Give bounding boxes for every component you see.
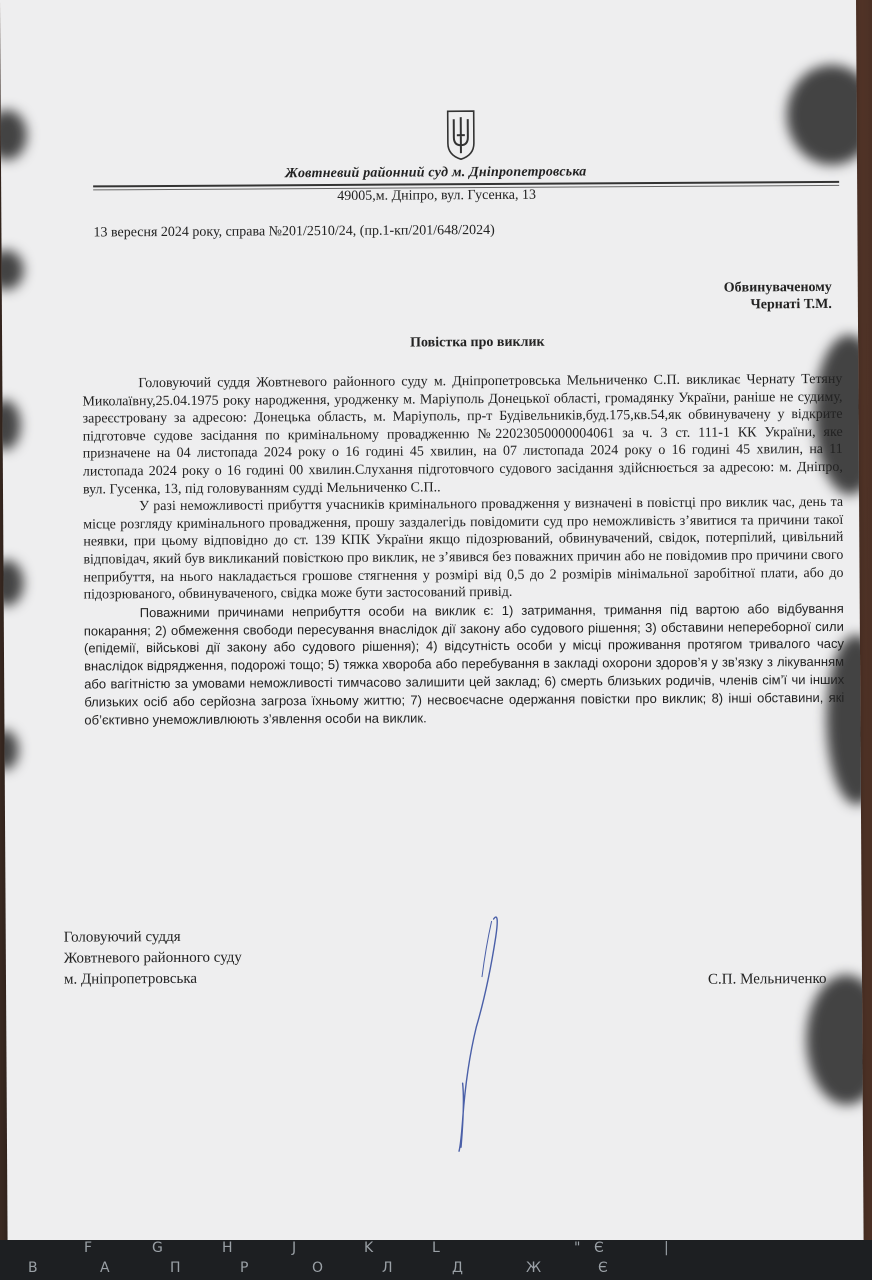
keyboard-key: В [28,1260,38,1276]
toner-smudge [0,400,21,450]
keyboard-key: Д [452,1260,463,1276]
keyboard-key: L [432,1240,440,1256]
court-address: 49005,м. Дніпро, вул. Гусенка, 13 [337,187,536,204]
keyboard-key: J [292,1240,297,1256]
toner-smudge [0,110,27,160]
toner-smudge [0,560,24,606]
toner-smudge [0,730,19,770]
signer-court: Жовтневого районного суду [63,949,242,967]
toner-smudge [786,65,863,166]
document-title: Повістка про виклик [410,334,545,351]
valid-reasons-paragraph: Поважними причинами неприбуття особи на виклик є: 1) затримання, тримання під вартою або відбування покарання; 2) обмеження свободи пересування внаслідок дії закону або судового рішення; 3) обставини непереборної сили (епідемії, військові дії закону або судового рішення); 4) відсутність особи у місці проживання протягом тривалого часу внаслідок відрядження, подорожі тощо; 5) тяжка хвороба або перебування в закладі охорони здоров’я у зв’язку з лікуванням або вагітністю за умовами неможливості тимчасово залишити цей заклад; 6) смерть близьких родичів, членів сім’ї чи інших близьких осіб або серйозна загроза їхньому життю; 7) несвоєчасне одержання повістки про виклик; 8) інші обставини, які об’єктивно унеможливлюють з’явлення особи на виклик. [83,600,845,727]
keyboard-key: G [152,1240,163,1256]
keyboard-key: О [312,1260,324,1276]
recipient-name: Чернаті Т.М. [750,296,832,313]
keyboard-key: Л [382,1260,393,1276]
keyboard-key: | [664,1240,669,1256]
keyboard-key: F [84,1240,93,1256]
absence-consequences-paragraph: У разі неможливості прибуття учасників кримінального провадження у визначені в повістці про виклик час, день та місце розгляду кримінального провадження, прошу заздалегідь повідомити суд про неможливість з’явитися та причини такої неявки, при цьому відповідно до ст. 139 КПК України якщо підозрюваний, обвинувачений, свідок, потерпілий, цивільний відповідач, який був викликаний повісткою про виклик, не з’явився без поважних причин або не повідомив про причини свого неприбуття, на нього накладається грошове стягнення у розмірі від 0,5 до 2 розмірів мінімальної заробітної плати, або до підозрюваного, обвинуваченого, свідка може бути застосований привід. [83,495,844,603]
keyboard-key: " [574,1240,581,1256]
judge-name: С.П. Мельниченко [707,970,827,988]
laptop-keyboard-edge [0,1240,872,1280]
summons-paragraph: Головуючий суддя Жовтневого районного суду м. Дніпропетровська Мельниченко С.П. викликає Чернату Тетяну Миколаївну,25.04.1975 року народження, уродженку м. Маріуполь Донецької області, громадянку України, раніше не судиму, зареєстровану за адресою: Донецька область, м. Маріуполь, пр-т Будівельників,буд.175,кв.54,як обвинувачену у відкрите підготовче судове засідання по кримінальному провадженню №22023050000004061 за ч. 3 ст. 111-1 КК України, яке призначене на 04 листопада 2024 року о 16 годині 45 хвилин, на 07 листопада 2024 року о 16 годині 45 хвилин, на 11 листопада 2024 року о 16 годині 00 хвилин.Слухання підготовчого судового засідання здійснюється за адресою: м. Дніпро, вул. Гусенка, 13, під головуванням судді Мельниченко С.П.. [82,371,843,498]
date-and-case-number: 13 вересня 2024 року, справа №201/2510/24, (пр.1-кп/201/648/2024) [93,222,495,241]
toner-smudge [0,250,24,290]
keyboard-key: Ж [526,1260,542,1276]
trident-emblem-icon [445,105,477,161]
keyboard-key: K [364,1240,374,1256]
document-body [82,371,844,729]
keyboard-key: Є [594,1240,604,1256]
recipient-block [724,279,832,314]
signer-block [64,927,242,991]
toner-smudge [806,975,864,1105]
handwritten-signature [436,907,518,1157]
court-name: Жовтневий районний суд м. Дніпропетровська [285,164,587,182]
signer-city: м. Дніпропетровська [63,970,198,988]
keyboard-key: H [222,1240,233,1256]
recipient-role: Обвинуваченому [723,279,832,296]
keyboard-key: А [100,1260,110,1276]
keyboard-key: П [170,1260,181,1276]
signer-title: Головуючий суддя [63,928,181,946]
keyboard-key: Є [598,1260,608,1276]
keyboard-key: Р [240,1260,249,1276]
